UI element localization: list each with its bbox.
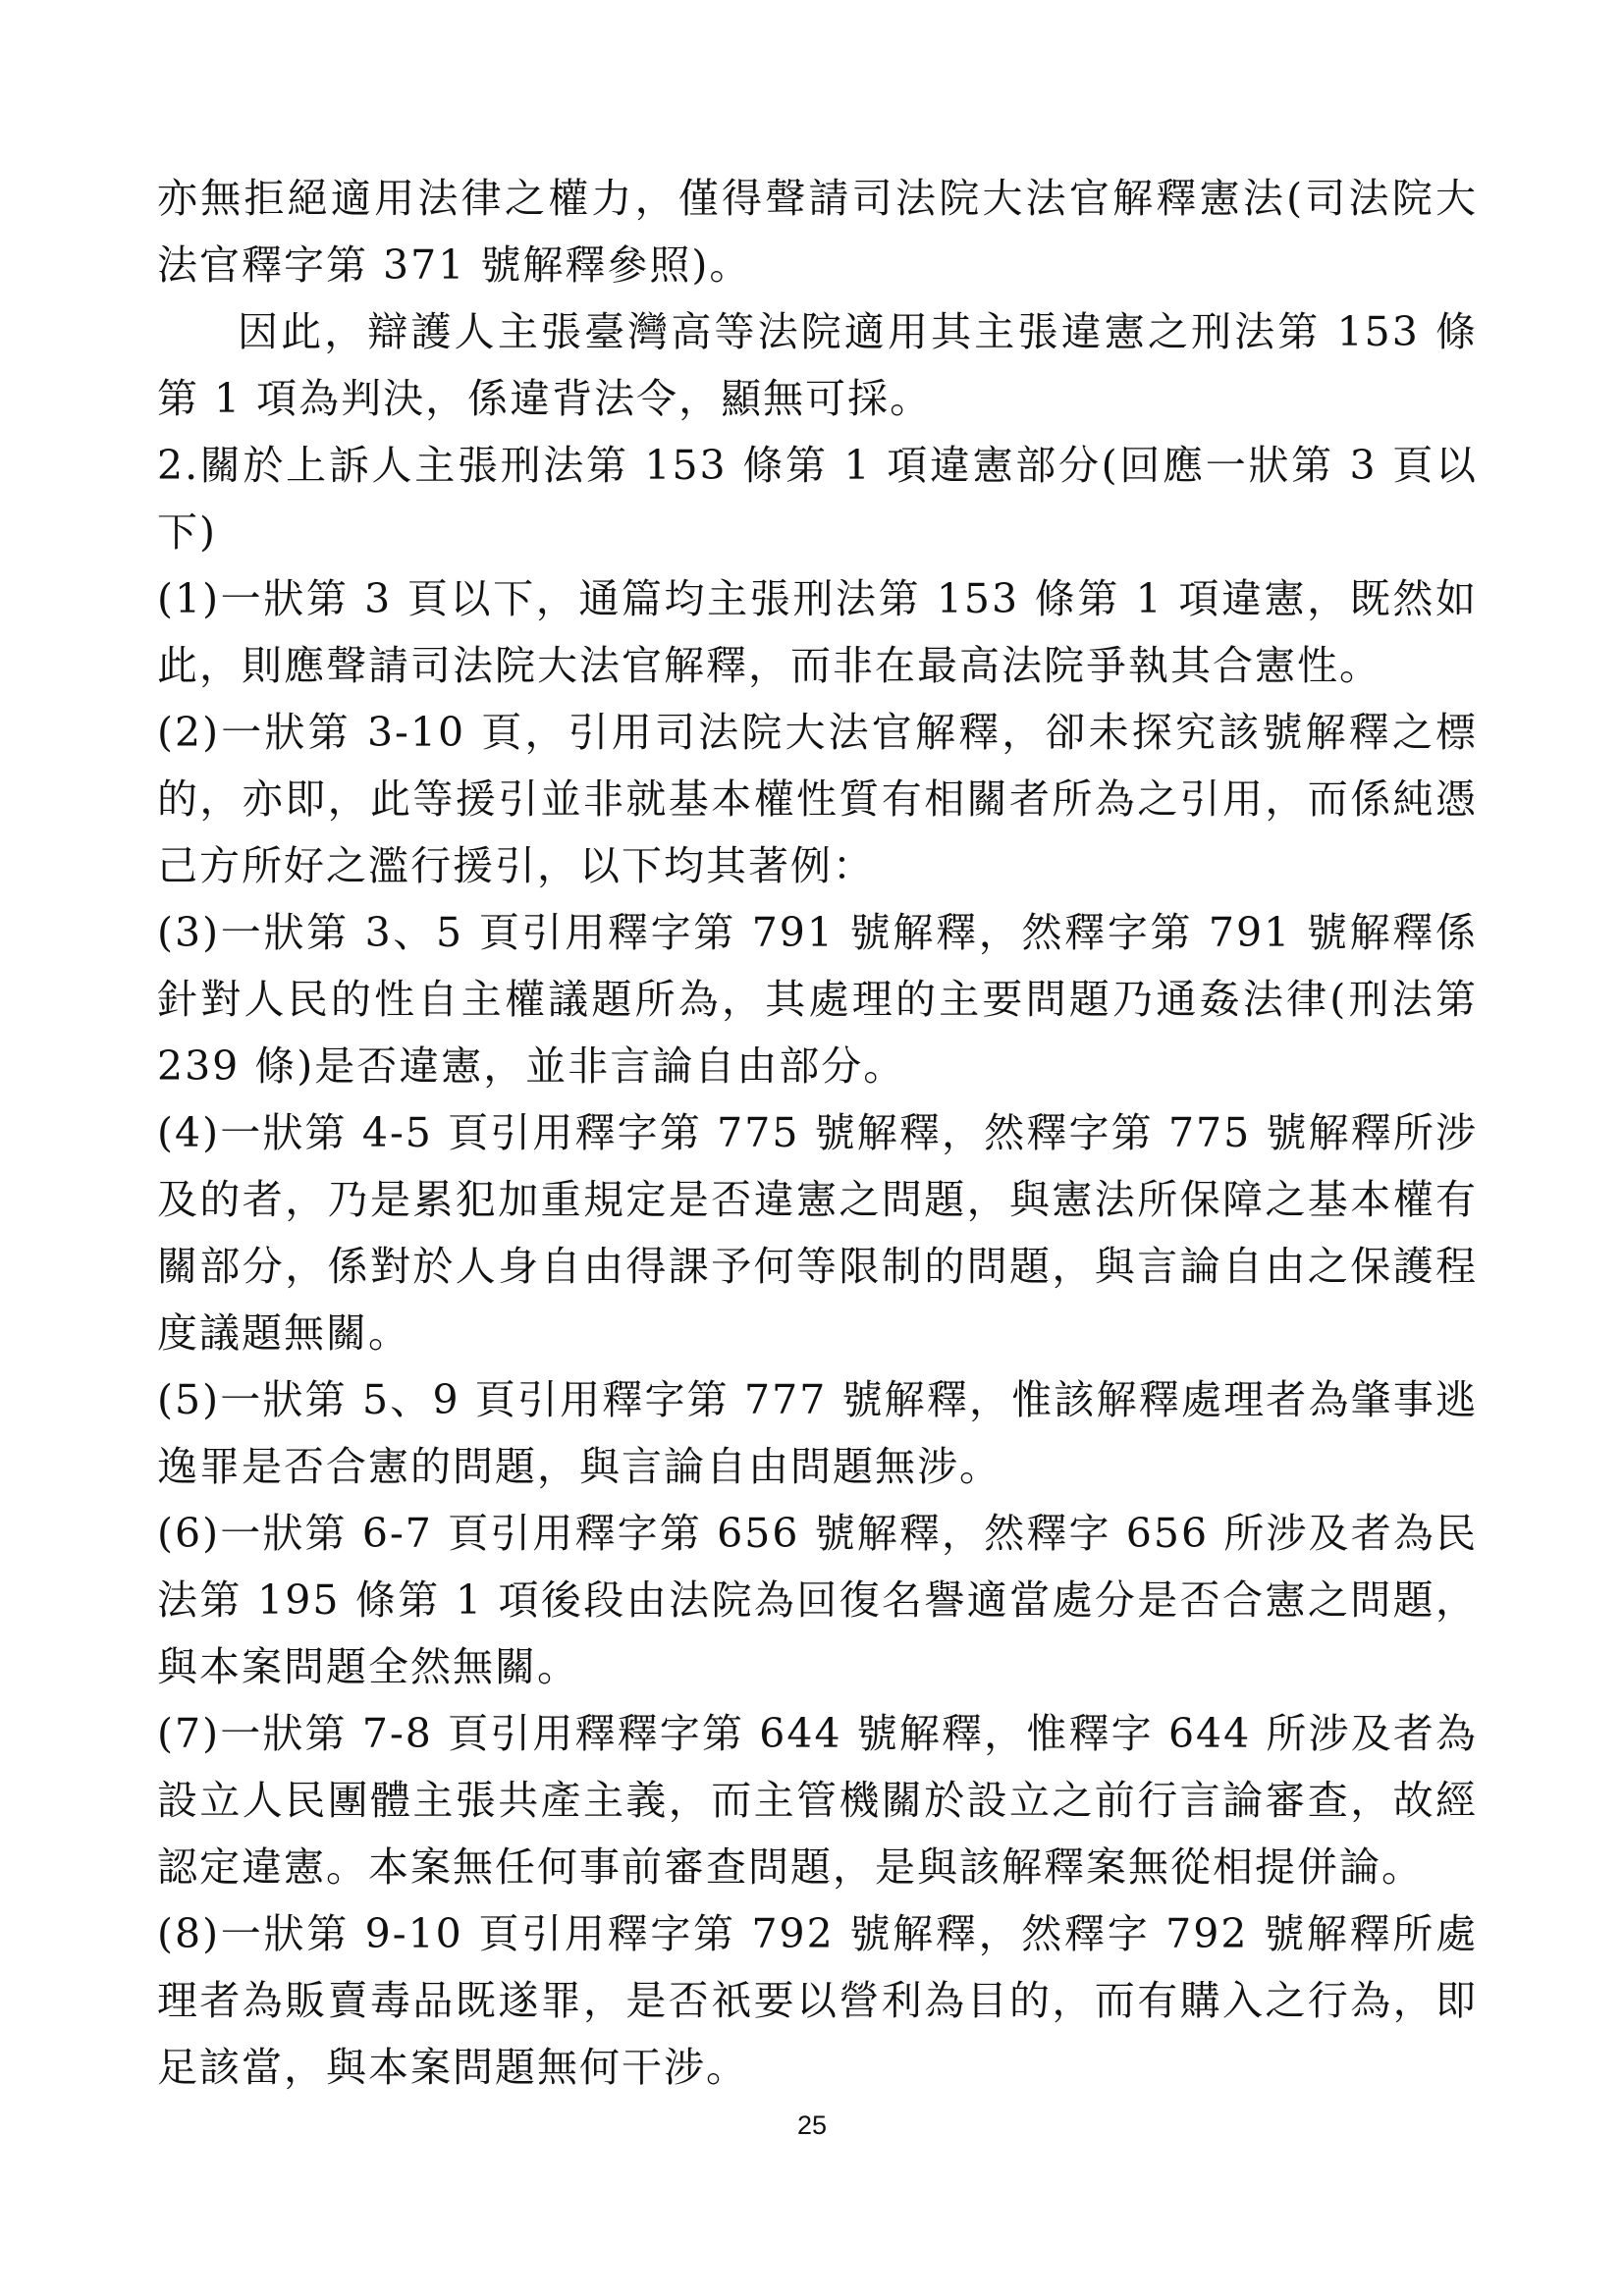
document-body <box>157 165 1478 2101</box>
list-item-5: (5)一狀第 5、9 頁引用釋字第 777 號解釋，惟該解釋處理者為肇事逃逸罪是否合憲的問題，與言論自由問題無涉。 <box>157 1376 1478 1490</box>
page-number: 25 <box>796 2110 828 2140</box>
list-item-2: (2)一狀第 3-10 頁，引用司法院大法官解釋，卻未探究該號解釋之標的，亦即，此等援引並非就基本權性質有相關者所為之引用，而係純憑己方所好之濫行援引，以下均其著例： <box>157 709 1478 889</box>
paragraph-continuation: 亦無拒絕適用法律之權力，僅得聲請司法院大法官解釋憲法(司法院大法官釋字第 371 號解釋參照)。 <box>157 175 1478 289</box>
list-item-3: (3)一狀第 3、5 頁引用釋字第 791 號解釋，然釋字第 791 號解釋係針對人民的性自主權議題所為，其處理的主要問題乃通姦法律(刑法第 239 條)是否違憲，並非言論自由部分。 <box>157 909 1478 1090</box>
paragraph-conclusion: 因此，辯護人主張臺灣高等法院適用其主張違憲之刑法第 153 條第 1 項為判決，係違背法令，顯無可採。 <box>157 308 1478 422</box>
list-item-4: (4)一狀第 4-5 頁引用釋字第 775 號解釋，然釋字第 775 號解釋所涉及的者，乃是累犯加重規定是否違憲之問題，與憲法所保障之基本權有關部分，係對於人身自由得課予何等限制的問題，與言論自由之保護程度議題無關。 <box>157 1109 1478 1357</box>
list-item-1: (1)一狀第 3 頁以下，通篇均主張刑法第 153 條第 1 項違憲，既然如此，則應聲請司法院大法官解釋，而非在最高法院爭執其合憲性。 <box>157 575 1478 689</box>
list-item-6: (6)一狀第 6-7 頁引用釋字第 656 號解釋，然釋字 656 所涉及者為民法第 195 條第 1 項後段由法院為回復名譽適當處分是否合憲之問題，與本案問題全然無關。 <box>157 1510 1478 1690</box>
list-item-7: (7)一狀第 7-8 頁引用釋釋字第 644 號解釋，惟釋字 644 所涉及者為設立人民團體主張共產主義，而主管機關於設立之前行言論審查，故經認定違憲。本案無任何事前審查問題，是與該解釋案無從相提併論。 <box>157 1710 1478 1891</box>
list-item-8: (8)一狀第 9-10 頁引用釋字第 792 號解釋，然釋字 792 號解釋所處理者為販賣毒品既遂罪，是否祇要以營利為目的，而有購入之行為，即足該當，與本案問題無何干涉。 <box>157 1910 1478 2091</box>
section-heading-2: 2.關於上訴人主張刑法第 153 條第 1 項違憲部分(回應一狀第 3 頁以下) <box>157 442 1478 556</box>
